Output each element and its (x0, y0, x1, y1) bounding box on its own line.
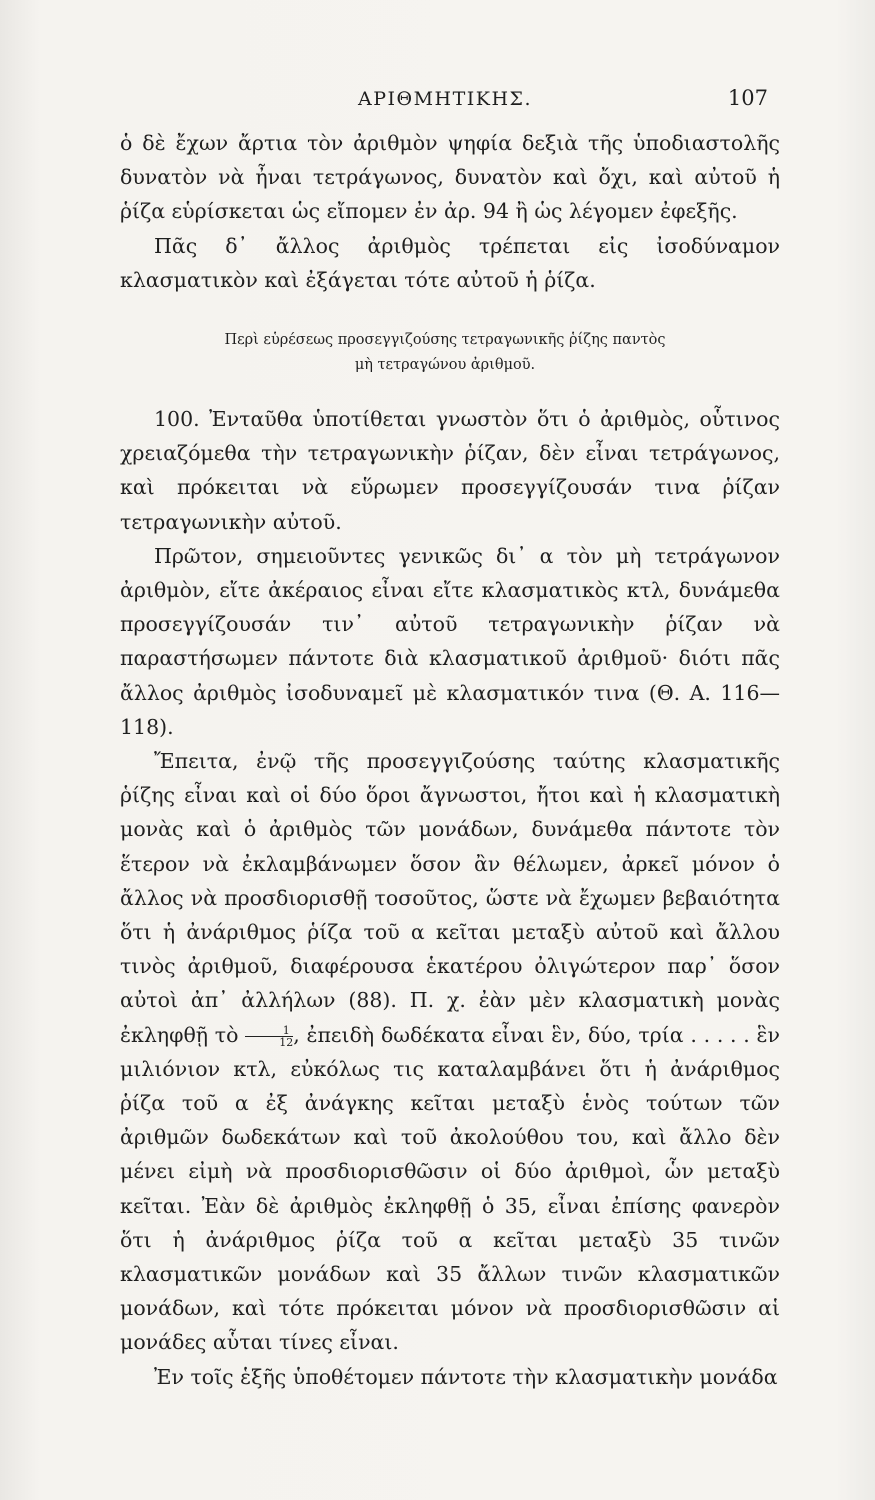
paragraph-text: Ἔπειτα, ἐνῷ τῆς προσεγγιζούσης ταύτης κλασματικῆς ῥίζης εἶναι καὶ οἱ δύο ὅροι ἄγνωστοι, ἤτοι καὶ ἡ κλασματικὴ μονὰς καὶ ὁ ἀριθμὸς τῶν μονάδων, δυνάμεθα πάντοτε τὸν ἕτερον νὰ ἐκλαμβάνωμεν ὅσον ἂν θέλωμεν, ἀρκεῖ μόνον ὁ ἄλλος νὰ προσδιορισθῇ τοσοῦτος, ὥστε νὰ ἔχωμεν βεβαιότητα ὅτι ἡ ἀνάριθμος ῥίζα τοῦ α κεῖται μεταξὺ αὐτοῦ καὶ ἄλλου τινὸς ἀριθμοῦ, διαφέρουσα ἑκατέρου ὀλιγώτερον παρ᾽ ὅσον αὐτοὶ ἀπ᾽ ἀλλήλων (88). Π. χ. ἐὰν μὲν κλασματικὴ μονὰς ἐκληφθῇ τὸ (120, 749, 780, 1047)
paragraph: Πρῶτον, σημειοῦντες γενικῶς δι᾽ α τὸν μὴ τετράγωνον ἀριθμὸν, εἴτε ἀκέραιος εἶναι εἴτε κλασματικὸς κτλ, δυνάμεθα προσεγγίζουσάν τιν᾽ αὐτοῦ τετραγωνικὴν ῥίζαν νὰ παραστήσωμεν πάντοτε διὰ κλασματικοῦ ἀριθμοῦ· διότι πᾶς ἄλλος ἀριθμὸς ἰσοδυναμεῖ μὲ κλασματικόν τινα (Θ. Α. 116—118). (120, 543, 780, 739)
fraction (245, 1025, 293, 1048)
section-title (150, 328, 740, 378)
main-text (120, 402, 780, 1394)
intro-text (120, 126, 780, 297)
fraction-denominator: 12 (279, 1035, 294, 1049)
running-head: ΑΡΙΘΜΗΤΙΚΗΣ. (357, 88, 533, 110)
page-number: 107 (727, 86, 768, 110)
paragraph-text: , ἐπειδὴ δωδέκατα εἶναι ἓν, δύο, τρία . . . . . ἓν μιλιόνιον κτλ, εὐκόλως τις καταλαμβάνει ὅτι ἡ ἀνάριθμος ῥίζα τοῦ α ἐξ ἀνάγκης κεῖται μεταξὺ ἑνὸς τούτων τῶν ἀριθμῶν δωδεκάτων καὶ τοῦ ἀκολούθου του, καὶ ἄλλο δὲν μένει εἰμὴ νὰ προσδιορισθῶσιν οἱ δύο ἀριθμοὶ, ὧν μεταξὺ κεῖται. Ἐὰν δὲ ἀριθμὸς ἐκληφθῇ ὁ 35, εἶναι ἐπίσης φανερὸν ὅτι ἡ ἀνάριθμος ῥίζα τοῦ α κεῖται μεταξὺ 35 τινῶν κλασματικῶν μονάδων καὶ 35 ἄλλων τινῶν κλασματικῶν μονάδων, καὶ τότε πρόκειται μόνον νὰ προσδιορισθῶσιν αἱ μονάδες αὗται τίνες εἶναι. (120, 1022, 781, 1355)
section-title-line: Περὶ εὑρέσεως προσεγγιζούσης τετραγωνικῆς ῥίζης παντὸς (224, 332, 666, 348)
intro-paragraph: Πᾶς δ᾽ ἄλλος ἀριθμὸς τρέπεται εἰς ἰσοδύναμον κλασματικὸν καὶ ἐξάγεται τότε αὐτοῦ ἡ ῥίζα. (120, 233, 780, 292)
page-header (120, 86, 770, 116)
paragraph: 100. Ἐνταῦθα ὑποτίθεται γνωστὸν ὅτι ὁ ἀριθμὸς, οὗτινος χρειαζόμεθα τὴν τετραγωνικὴν ῥίζαν, δὲν εἶναι τετράγωνος, καὶ πρόκειται νὰ εὕρωμεν προσεγγίζουσάν τινα ῥίζαν τετραγωνικὴν αὐτοῦ. (120, 407, 780, 534)
section-title-line: μὴ τετραγώνου ἀριθμοῦ. (354, 357, 536, 373)
paragraph (120, 744, 780, 1360)
fraction-numerator: 1 (245, 1025, 293, 1037)
intro-paragraph: ὁ δὲ ἔχων ἄρτια τὸν ἀριθμὸν ψηφία δεξιὰ τῆς ὑποδιαστολῆς δυνατὸν νὰ ἦναι τετράγωνος, δυνατὸν καὶ ὄχι, καὶ αὐτοῦ ἡ ῥίζα εὑρίσκεται ὡς εἴπομεν ἐν ἀρ. 94 ἢ ὡς λέγομεν ἐφεξῆς. (120, 131, 780, 224)
paragraph: Ἐν τοῖς ἑξῆς ὑποθέτομεν πάντοτε τὴν κλασματικὴν μονάδα (154, 1364, 778, 1389)
